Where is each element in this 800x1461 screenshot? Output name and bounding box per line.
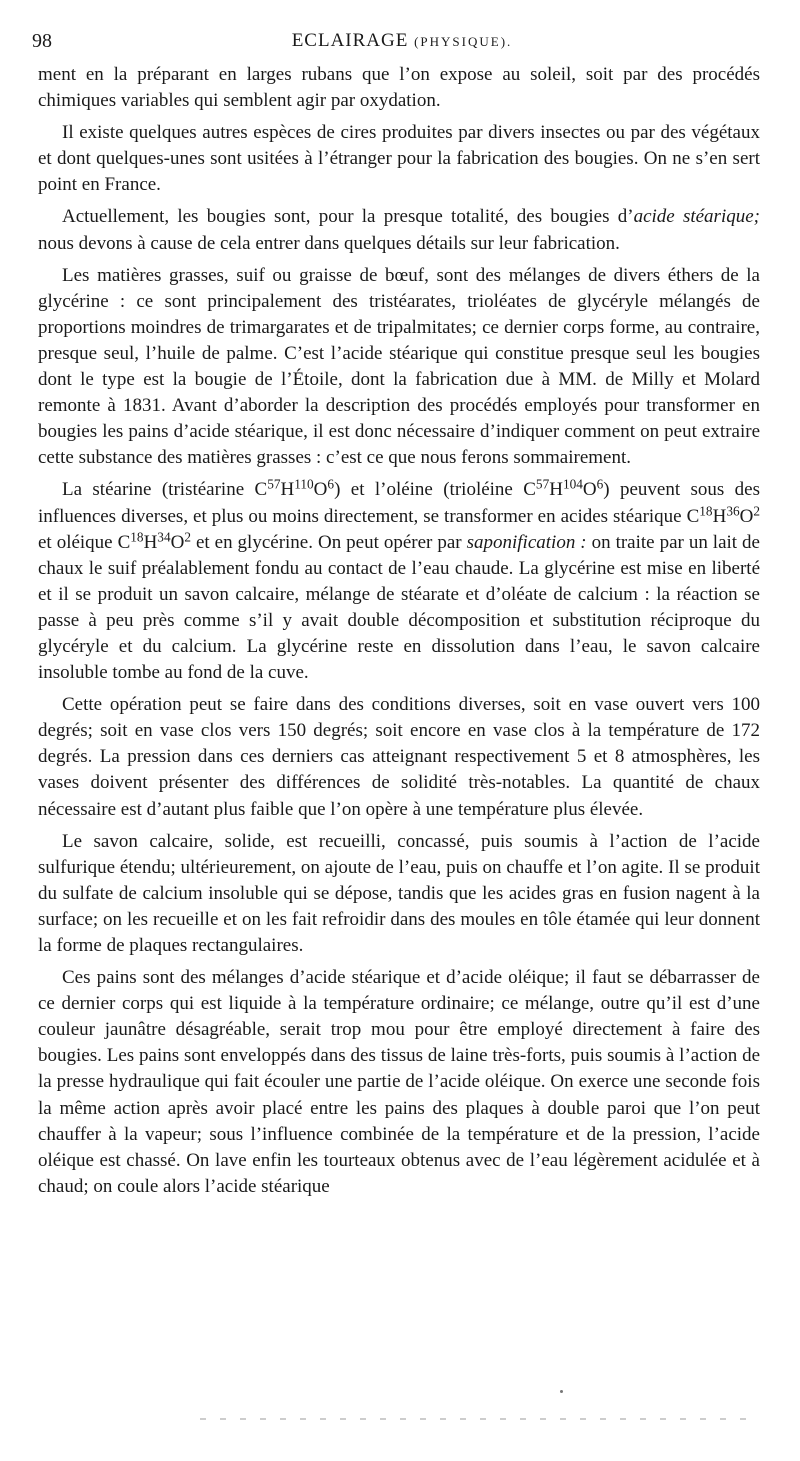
text-run: O — [582, 479, 597, 501]
text-run: H — [143, 531, 158, 553]
paragraph: Ces pains sont des mélanges d’acide stéarique et d’acide oléique; il faut se débarrasser de ce dernier corps qui est liquide à la température ordinaire; ce mélange, outre qu’il est d’une couleur jaunâtre désagréable, serait trop mou pour être employé directement à faire des bougies. Les pains sont enveloppés dans des tissus de laine très-forts, puis soumis à l’action de la presse hydraulique qui fait écouler une partie de l’acide oléique. On exerce une seconde fois la même action après avoir placé entre les pains des plaques à double paroi que l’on peut chauffer à la vapeur; sous l’influence combinée de la température et de la pression, l’acide oléique est chassé. On lave enfin les tourteaux obtenus avec de l’eau légèrement acidulée et à chaud; on coule alors l’acide stéarique — [38, 967, 760, 1197]
text-run: H — [549, 479, 563, 501]
page-header — [32, 30, 772, 56]
scan-bleed-through — [200, 1418, 760, 1420]
text-run: nous devons à cause de cela entrer dans quelques détails sur leur fabrication. — [38, 232, 620, 254]
text-run: Actuellement, les bougies sont, pour la presque totalité, des bougies d’ — [62, 206, 634, 228]
text-run: O — [739, 505, 754, 527]
running-title-main: ECLAIRAGE — [291, 30, 409, 51]
running-title-sub: (PHYSIQUE). — [414, 34, 513, 49]
paragraph: Il existe quelques autres espèces de cires produites par divers insectes ou par des végétaux et dont quelques-unes sont usitées à l’étranger pour la fabrication des bougies. On ne s’en sert point en France. — [38, 122, 760, 196]
text-run: O — [313, 479, 328, 501]
superscript: 2 — [753, 502, 760, 518]
superscript: 6 — [596, 476, 604, 492]
superscript: 57 — [535, 476, 550, 492]
superscript: 2 — [184, 528, 191, 544]
text-run: ) peuvent sous des influences diverses, et plus ou moins directement, se transformer en acides stéarique C — [38, 479, 760, 527]
scan-speck — [560, 1390, 563, 1393]
running-title — [32, 30, 772, 52]
italic-term: acide stéarique; — [633, 206, 760, 228]
paragraph: Cette opération peut se faire dans des conditions diverses, soit en vase ouvert vers 100 degrés; soit en vase clos vers 150 degrés; soit encore en vase clos à la température de 172 degrés. La pression dans ces derniers cas atteignant respectivement 5 et 8 atmosphères, les vases doivent présenter des différences de solidité très-notables. La quantité de chaux nécessaire est d’autant plus faible que l’on opère à une température plus élevée. — [38, 694, 760, 820]
paragraph — [38, 204, 760, 256]
superscript: 57 — [267, 476, 281, 492]
text-run: et oléique C — [38, 531, 131, 553]
text-run: La stéarine (tristéarine C — [62, 479, 268, 501]
paragraph: Les matières grasses, suif ou graisse de bœuf, sont des mélanges de divers éthers de la glycérine : ce sont principalement des tristéarates, trioléates de glycéryle mélangés de proportions moindres de trimargarates et de tripalmitates; ce dernier corps forme, au contraire, presque seul, l’huile de palme. C’est l’acide stéarique qui constitue presque seul les bougies dont le type est la bougie de l’Étoile, dont la fabrication due à MM. de Milly et Molard remonte à 1831. Avant d’aborder la description des procédés employés pour transformer en bougies les pains d’acide stéarique, il est donc nécessaire d’indiquer comment on peut extraire cette substance des matières grasses : c’est ce que nous ferons sommairement. — [38, 264, 760, 469]
paragraph — [38, 477, 760, 686]
superscript: 18 — [130, 528, 144, 544]
superscript: 6 — [327, 476, 335, 492]
superscript: 104 — [562, 476, 583, 492]
body-text — [38, 62, 760, 1200]
superscript: 34 — [157, 528, 171, 544]
page-number: 98 — [32, 30, 52, 52]
text-run: H — [712, 505, 727, 527]
superscript: 18 — [699, 502, 713, 518]
superscript: 36 — [726, 502, 740, 518]
paragraph: Le savon calcaire, solide, est recueilli, concassé, puis soumis à l’action de l’acide sulfurique étendu; ultérieurement, on ajoute de l’eau, puis on chauffe et l’on agite. Il se produit du sulfate de calcium insoluble qui se dépose, tandis que les acides gras en fusion nagent à la surface; on les recueille et on les fait refroidir dans des moules en tôle étamée qui leur donnent la forme de plaques rectangulaires. — [38, 830, 760, 956]
text-run: on traite par un lait de chaux le suif préalablement fondu au contact de l’eau chaude. La glycérine est mise en liberté et il se produit un savon calcaire, mélange de stéarate et d’oléate de calcium : la réaction se passe à peu près comme s’il y avait double décomposition et substitution réciproque du glycéryle et du calcium. La glycérine reste en dissolution dans l’eau, le savon calcaire insoluble tombe au fond de la cuve. — [38, 531, 760, 684]
text-run: et en glycérine. On peut opérer par — [190, 531, 467, 553]
text-run: O — [170, 531, 185, 553]
paragraph: ment en la préparant en larges rubans que l’on expose au soleil, soit par des procédés chimiques variables qui semblent agir par oxydation. — [38, 64, 760, 112]
italic-term: saponification : — [466, 531, 587, 553]
superscript: 110 — [294, 476, 314, 492]
text-run: H — [280, 479, 295, 501]
text-run: ) et l’oléine (trioléine C — [334, 479, 536, 501]
